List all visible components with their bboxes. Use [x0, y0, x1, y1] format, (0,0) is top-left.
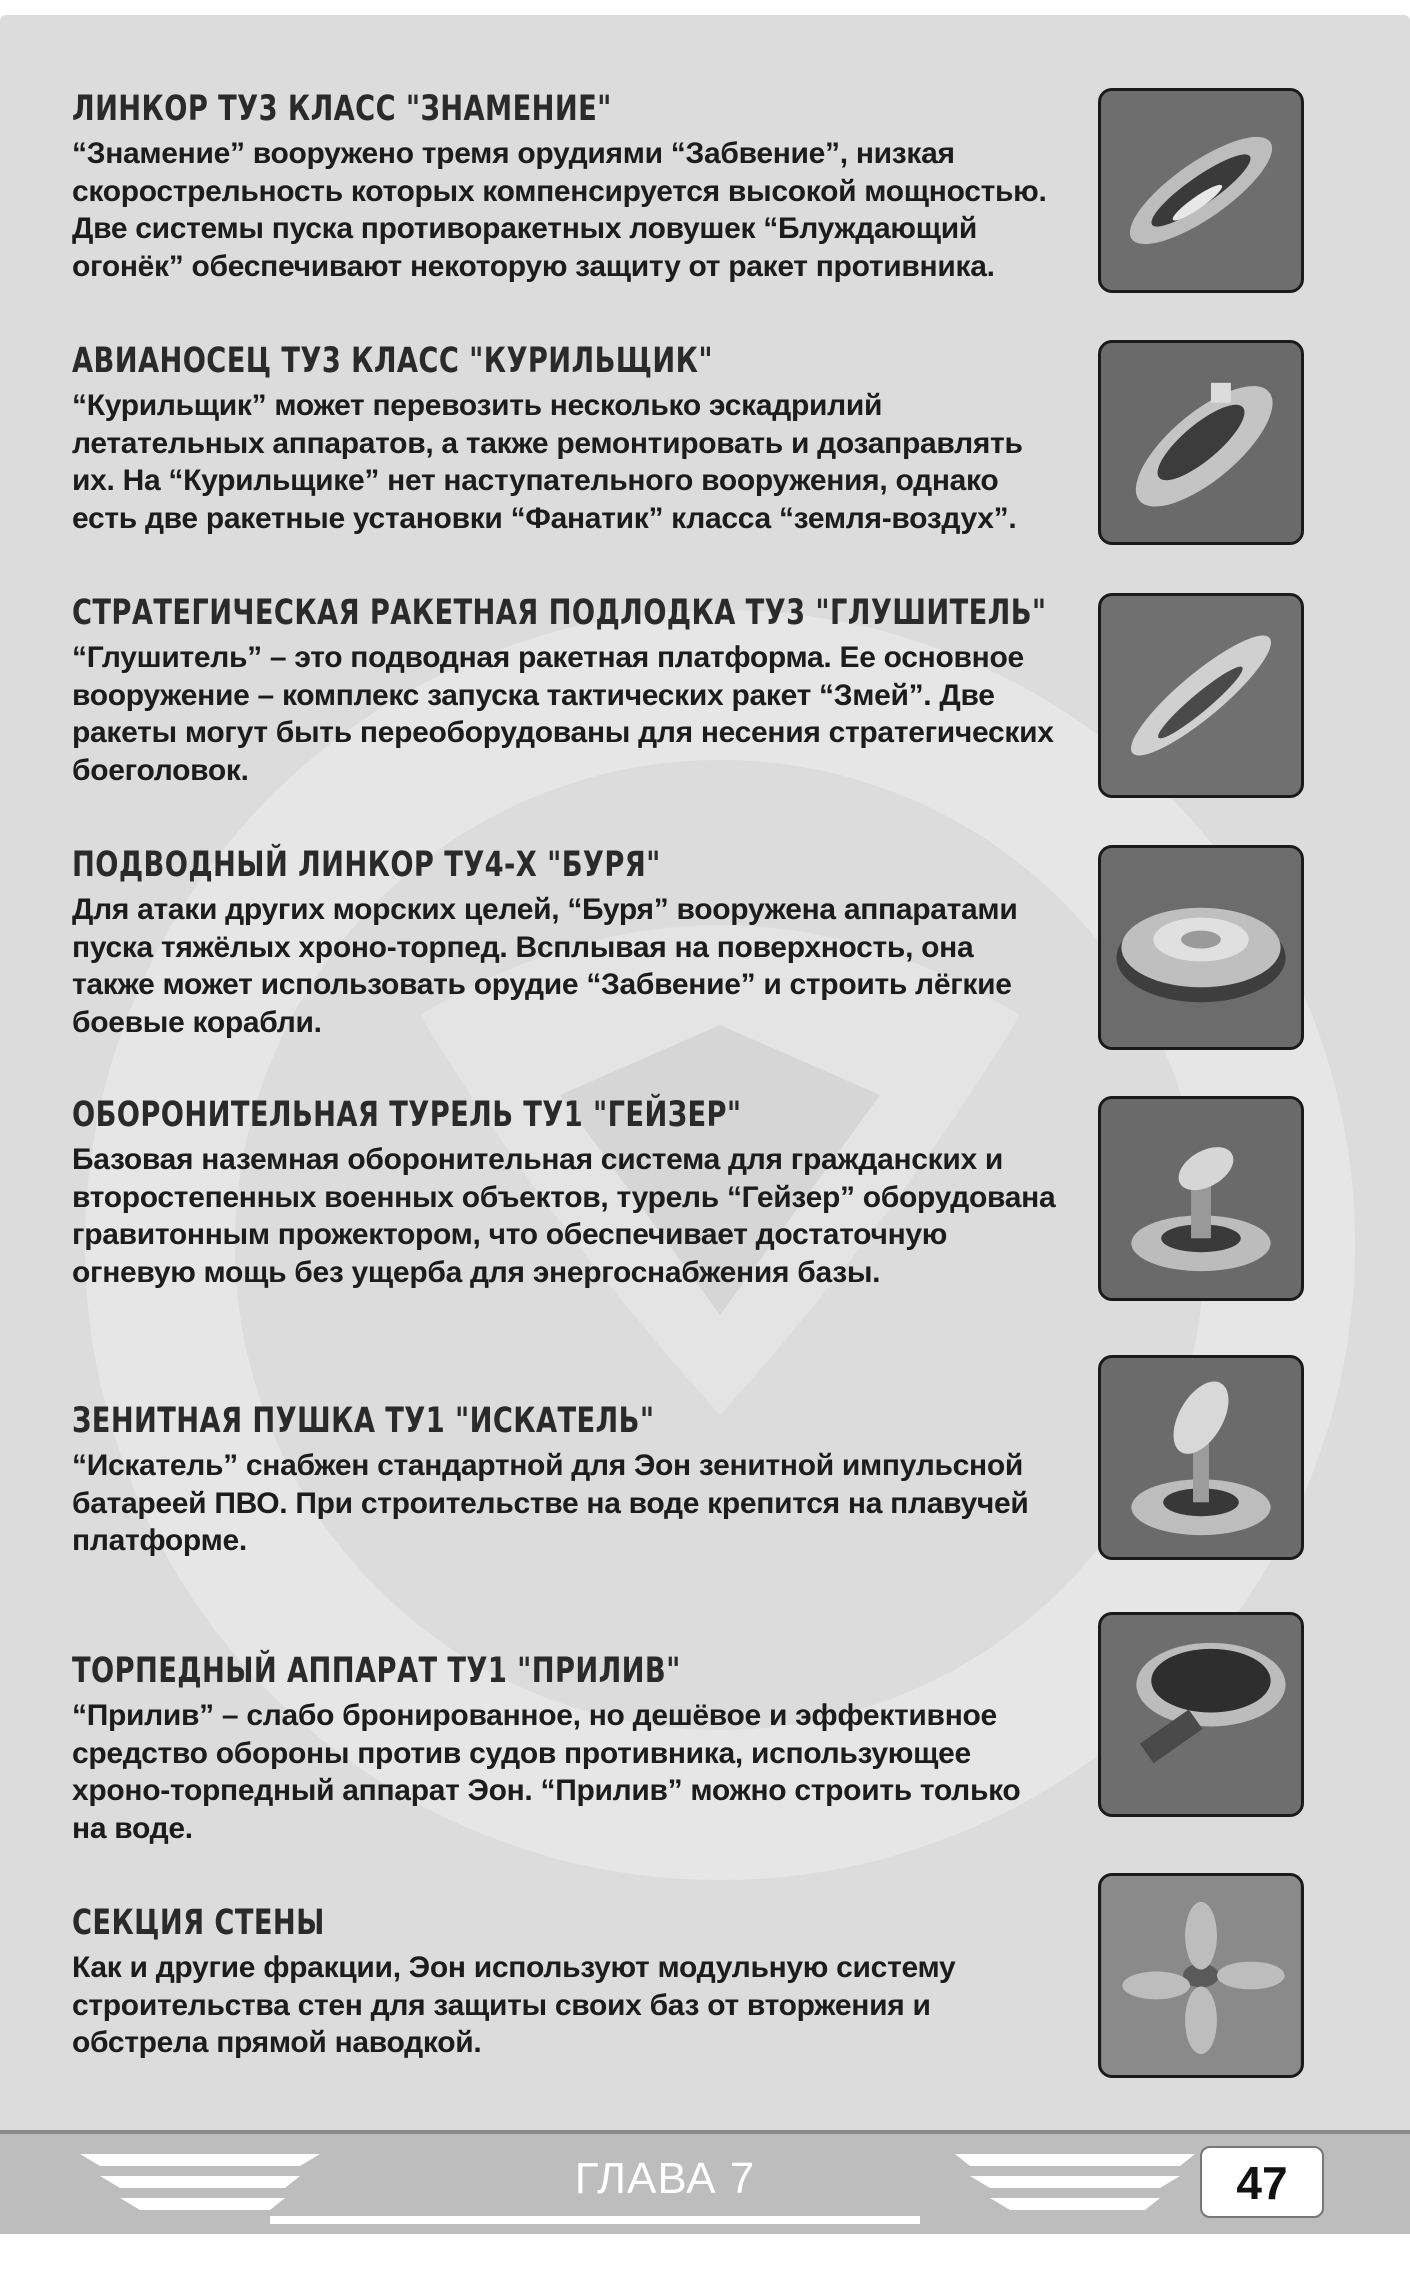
entry-description: Для атаки других морских целей, “Буря” вооружена аппаратами пуска тяжёлых хроно-торпед. Всплывая на поверхность, она также может использовать орудие “Забвение” и строить лёгкие боевые корабли. [72, 893, 1018, 1039]
entry-description: “Искатель” снабжен стандартной для Эон зенитной импульсной батареей ПВО. При строительстве на воде крепится на плавучей платформе. [72, 1449, 1029, 1557]
unit-entry-carrier [72, 341, 1062, 537]
submersible-battleship-image [1098, 845, 1304, 1050]
carrier-image [1098, 340, 1304, 545]
entry-description: “Курильщик” может перевозить несколько эскадрилий летательных аппаратов, а также ремонтировать и дозаправлять их. На “Курильщике” нет наступательного вооружения, однако есть две ракетные установки “Фанатик” класса “земля-воздух”. [72, 389, 1023, 535]
unit-entry-battleship [72, 89, 1062, 285]
torpedo-launcher-image [1098, 1612, 1304, 1817]
entry-description: “Глушитель” – это подводная ракетная платформа. Ее основное вооружение – комплекс запуска тактических ракет “Змей”. Две ракеты могут быть переоборудованы для несения стратегических боеголовок. [72, 641, 1054, 787]
battleship-image [1098, 88, 1304, 293]
unit-entry-aa-gun [72, 1401, 1062, 1560]
page-number-box [1200, 2146, 1324, 2218]
entry-title: АВИАНОСЕЦ ТУ3 КЛАСС "КУРИЛЬЩИК" [72, 341, 713, 381]
chapter-label: ГЛАВА 7 [574, 2154, 756, 2203]
turret-image [1098, 1096, 1304, 1301]
unit-entry-wall-section [72, 1903, 1062, 2062]
entry-description: “Знамение” вооружено тремя орудиями “Забвение”, низкая скорострельность которых компенсируется высокой мощностью. Две системы пуска противоракетных ловушек “Блуждающий огонёк” обеспечивают некоторую защиту от ракет противника. [72, 137, 1047, 283]
wall-section-image [1098, 1873, 1304, 2078]
aa-gun-image [1098, 1355, 1304, 1560]
submarine-image [1098, 593, 1304, 798]
entry-title: СЕКЦИЯ СТЕНЫ [72, 1903, 325, 1943]
entry-description: Как и другие фракции, Эон используют модульную систему строительства стен для защиты своих баз от вторжения и обстрела прямой наводкой. [72, 1951, 956, 2059]
unit-entry-submersible-battleship [72, 845, 1062, 1041]
unit-entry-defense-turret [72, 1095, 1062, 1291]
unit-entry-torpedo-launcher [72, 1651, 1062, 1847]
content-panel [0, 15, 1410, 2230]
entry-title: ЛИНКОР ТУ3 КЛАСС "ЗНАМЕНИЕ" [72, 89, 612, 129]
entry-title: СТРАТЕГИЧЕСКАЯ РАКЕТНАЯ ПОДЛОДКА ТУ3 "ГЛУШИТЕЛЬ" [72, 593, 1047, 633]
unit-entry-submarine [72, 593, 1062, 789]
entry-title: ОБОРОНИТЕЛЬНАЯ ТУРЕЛЬ ТУ1 "ГЕЙЗЕР" [72, 1095, 742, 1135]
entry-description: Базовая наземная оборонительная система для гражданских и второстепенных военных объектов, турель “Гейзер” оборудована гравитонным прожектором, что обеспечивает достаточную огневую мощь без ущерба для энергоснабжения базы. [72, 1143, 1056, 1289]
entry-title: ТОРПЕДНЫЙ АППАРАТ ТУ1 "ПРИЛИВ" [72, 1651, 681, 1691]
page-footer [0, 2130, 1410, 2234]
entry-title: ПОДВОДНЫЙ ЛИНКОР ТУ4-Х "БУРЯ" [72, 845, 661, 885]
page-number: 47 [1236, 2157, 1288, 2209]
entry-title: ЗЕНИТНАЯ ПУШКА ТУ1 "ИСКАТЕЛЬ" [72, 1401, 655, 1441]
entry-description: “Прилив” – слабо бронированное, но дешёвое и эффективное средство обороны против судов противника, использующее хроно-торпедный аппарат Эон. “Прилив” можно строить только на воде. [72, 1699, 1021, 1845]
